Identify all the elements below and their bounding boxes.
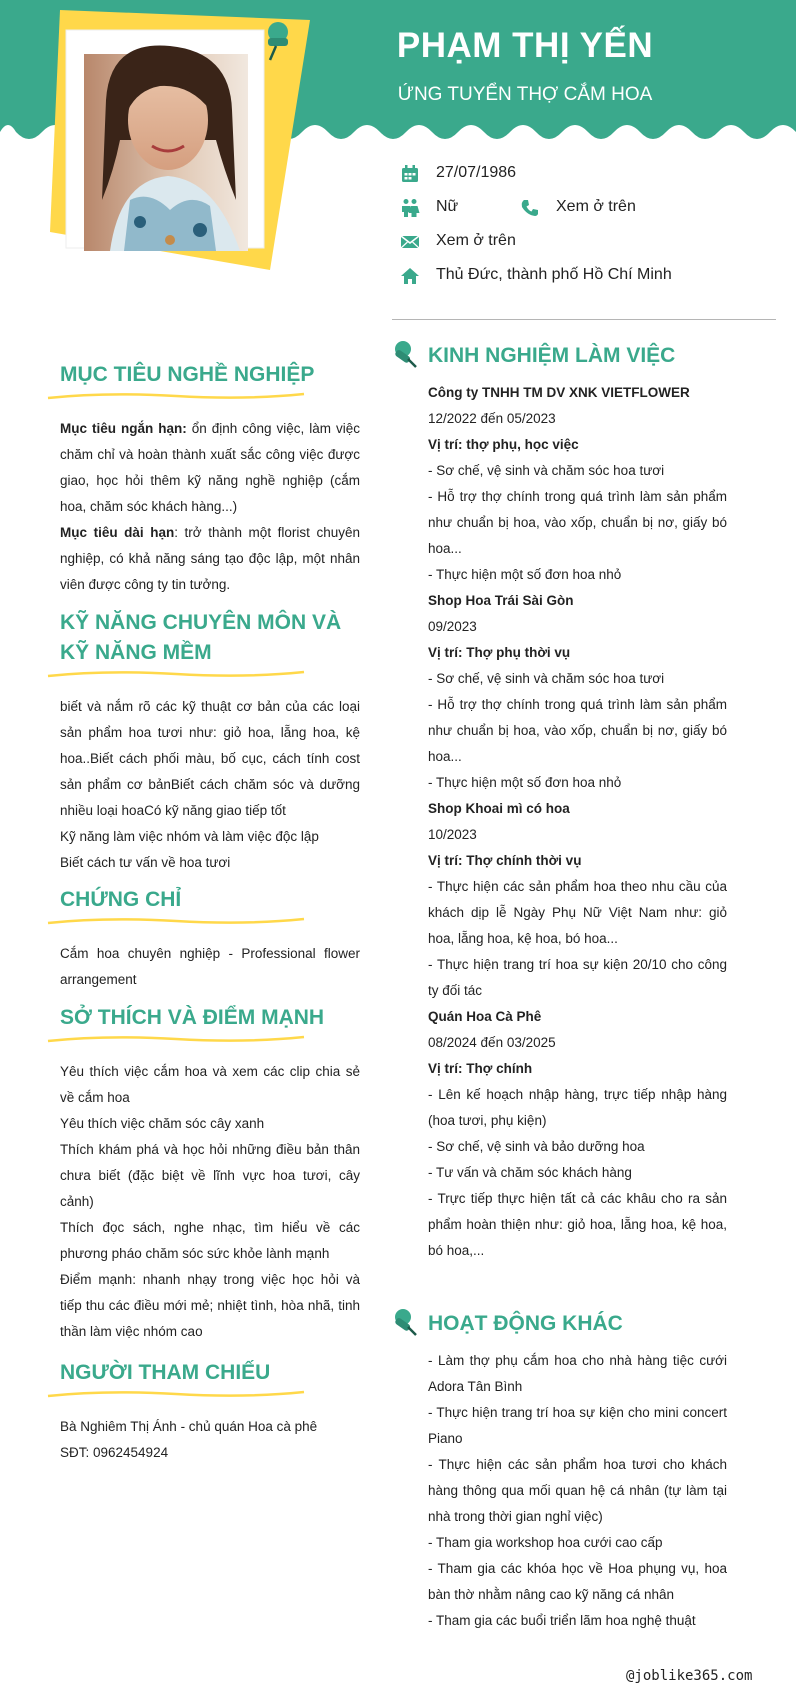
candidate-role: ỨNG TUYỂN THỢ CẮM HOA: [397, 84, 653, 105]
activity-item: - Tham gia workshop hoa cưới cao cấp: [428, 1535, 663, 1550]
skill-item: biết và nắm rõ các kỹ thuật cơ bản của các loại sản phẩm hoa tươi như: giỏ hoa, lẵng hoa, kệ hoa..Biết cách phối màu, bố cục, cách tính cost sản phẩm cơ bảnBiết cách chăm sóc và dưỡng nhiều loại hoaCó kỹ năng giao tiếp tốt: [60, 699, 360, 818]
activity-item: - Tham gia các khóa học về Hoa phụng vụ, hoa bàn thờ nhằm nâng cao kỹ năng cá nhân: [428, 1561, 727, 1602]
skill-item: Kỹ năng làm việc nhóm và làm việc độc lập: [60, 829, 319, 844]
job-task: - Tư vấn và chăm sóc khách hàng: [428, 1165, 632, 1180]
references-title: NGƯỜI THAM CHIẾU: [60, 1361, 271, 1384]
objective-long-label: Mục tiêu dài hạn: [60, 525, 175, 540]
objective-long-text: : trở thành một florist chuyên nghiệp, có khả năng sáng tạo độc lập, một nhân viên được công ty tin tưởng.: [60, 525, 360, 592]
calendar-icon: [400, 164, 420, 184]
job-task: - Thực hiện một số đơn hoa nhỏ: [428, 775, 622, 790]
hobby-item: Yêu thích việc chăm sóc cây xanh: [60, 1116, 265, 1131]
phone-value: Xem ở trên: [556, 198, 636, 215]
title-underline: [46, 390, 306, 402]
title-underline: [46, 1388, 306, 1400]
job-company: Shop Khoai mì có hoa: [428, 801, 570, 816]
photo-frame: [40, 0, 320, 290]
title-underline: [46, 668, 306, 680]
pin-icon: [392, 1308, 418, 1336]
activity-item: - Thực hiện các sản phẩm hoa tươi cho khách hàng thông qua mối quan hệ cá nhân (tự làm tại nhà trong thời gian nghỉ việc): [428, 1457, 727, 1524]
job-position: Vị trí: Thợ chính thời vụ: [428, 853, 582, 868]
job-company: Quán Hoa Cà Phê: [428, 1009, 542, 1024]
email-value: Xem ở trên: [436, 232, 516, 249]
title-underline: [46, 1033, 306, 1045]
job-period: 12/2022 đến 05/2023: [428, 411, 556, 426]
footer-watermark: @joblike365.com: [626, 1668, 753, 1684]
experience-list: [428, 380, 727, 1264]
job-task: - Thực hiện trang trí hoa sự kiện 20/10 cho công ty đối tác: [428, 957, 727, 998]
header-divider: [392, 319, 776, 320]
references-section: [60, 1358, 360, 1466]
certificates-title: CHỨNG CHỈ: [60, 888, 182, 911]
phone-icon: [520, 198, 540, 218]
hobby-item: Điểm mạnh: nhanh nhạy trong việc học hỏi và tiếp thu các điều mới mẻ; nhiệt tình, hòa nhã, tinh thần làm việc nhóm cao: [60, 1272, 360, 1339]
hobbies-list: [60, 1059, 360, 1345]
activities-list: [428, 1348, 727, 1634]
hobby-item: Thích khám phá và học hỏi những điều bản thân chưa biết (đặc biệt về lĩnh vực hoa tươi, cây cảnh): [60, 1142, 360, 1209]
activity-item: - Thực hiện trang trí hoa sự kiện cho mini concert Piano: [428, 1405, 727, 1446]
gender-icon: [400, 198, 420, 218]
reference-line: Bà Nghiêm Thị Ánh - chủ quán Hoa cà phê: [60, 1419, 318, 1434]
objective-short-label: Mục tiêu ngắn hạn:: [60, 421, 187, 436]
address-value: Thủ Đức, thành phố Hồ Chí Minh: [436, 266, 672, 283]
birthday-value: 27/07/1986: [436, 164, 517, 181]
job-task: - Thực hiện một số đơn hoa nhỏ: [428, 567, 622, 582]
reference-line: SĐT: 0962454924: [60, 1445, 169, 1460]
certificates-section: [60, 885, 360, 993]
experience-title: KINH NGHIỆM LÀM VIỆC: [428, 344, 676, 367]
job-task: - Sơ chế, vệ sinh và chăm sóc hoa tươi: [428, 671, 665, 686]
candidate-name: PHẠM THỊ YẾN: [396, 26, 654, 65]
job-task: - Lên kế hoạch nhập hàng, trực tiếp nhập hàng (hoa tươi, phụ kiện): [428, 1087, 727, 1128]
job-task: - Trực tiếp thực hiện tất cả các khâu cho ra sản phẩm hoàn thiện như: giỏ hoa, lẵng hoa, kệ hoa, bó hoa,...: [428, 1191, 727, 1258]
job-task: - Hỗ trợ thợ chính trong quá trình làm sản phẩm như chuẩn bị hoa, vào xốp, chuẩn bị nơ, giấy bó hoa...: [428, 697, 727, 764]
email-icon: [400, 232, 420, 252]
home-icon: [400, 266, 420, 286]
job-company: Shop Hoa Trái Sài Gòn: [428, 593, 574, 608]
job-period: 10/2023: [428, 827, 477, 842]
activity-item: - Làm thợ phụ cắm hoa cho nhà hàng tiệc cưới Adora Tân Bình: [428, 1353, 727, 1394]
hobby-item: Yêu thích việc cắm hoa và xem các clip chia sẻ về cắm hoa: [60, 1064, 360, 1105]
job-position: Vị trí: thợ phụ, học việc: [428, 437, 579, 452]
activity-item: - Tham gia các buổi triển lãm hoa nghệ thuật: [428, 1613, 696, 1628]
job-task: - Hỗ trợ thợ chính trong quá trình làm sản phẩm như chuẩn bị hoa, vào xốp, chuẩn bị nơ, giấy bó hoa...: [428, 489, 727, 556]
skills-section: [60, 608, 360, 876]
hobbies-title: SỞ THÍCH VÀ ĐIỂM MẠNH: [60, 1006, 325, 1029]
skills-title: KỸ NĂNG CHUYÊN MÔN VÀ KỸ NĂNG MỀM: [60, 611, 342, 664]
references-text: [60, 1414, 360, 1466]
certificates-text: Cắm hoa chuyên nghiệp - Professional flower arrangement: [60, 946, 360, 987]
job-task: - Sơ chế, vệ sinh và chăm sóc hoa tươi: [428, 463, 665, 478]
job-company: Công ty TNHH TM DV XNK VIETFLOWER: [428, 385, 690, 400]
gender-value: Nữ: [436, 198, 459, 215]
title-underline: [46, 915, 306, 927]
skill-item: Biết cách tư vấn về hoa tươi: [60, 855, 231, 870]
portrait-photo: [84, 45, 248, 251]
job-position: Vị trí: Thợ phụ thời vụ: [428, 645, 571, 660]
job-period: 09/2023: [428, 619, 477, 634]
hobbies-section: [60, 1003, 360, 1345]
job-task: - Sơ chế, vệ sinh và bảo dưỡng hoa: [428, 1139, 645, 1154]
objective-title: MỤC TIÊU NGHỀ NGHIỆP: [60, 363, 315, 386]
activities-title: HOẠT ĐỘNG KHÁC: [428, 1312, 623, 1335]
pin-icon: [392, 340, 418, 368]
hobby-item: Thích đọc sách, nghe nhạc, tìm hiểu về các phương pháo chăm sóc sức khỏe lành mạnh: [60, 1220, 360, 1261]
objective-section: [60, 360, 360, 598]
skills-list: [60, 694, 360, 876]
job-period: 08/2024 đến 03/2025: [428, 1035, 556, 1050]
job-task: - Thực hiện các sản phẩm hoa theo nhu cầu của khách dịp lễ Ngày Phụ Nữ Việt Nam như: giỏ hoa, lẵng hoa, kệ hoa, bó hoa...: [428, 879, 727, 946]
objective-short-text: ổn định công việc, làm việc chăm chỉ và hoàn thành xuất sắc công việc được giao, học hỏi thêm kỹ năng nghề nghiệp (cắm hoa, chăm sóc khách hàng...): [60, 421, 360, 514]
job-position: Vị trí: Thợ chính: [428, 1061, 533, 1076]
objective-text: [60, 416, 360, 598]
